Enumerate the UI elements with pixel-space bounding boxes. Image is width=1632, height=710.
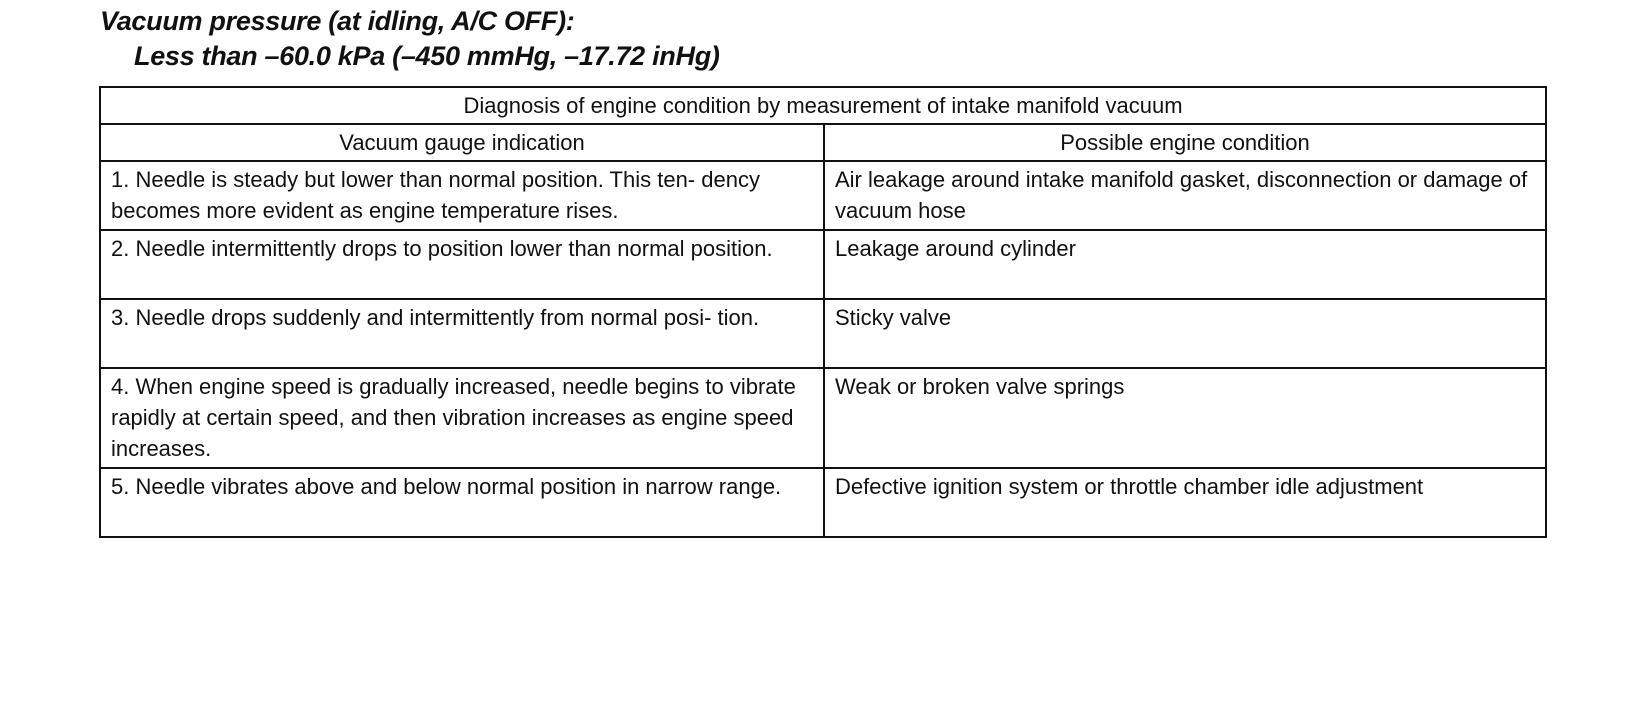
spec-heading: Vacuum pressure (at idling, A/C OFF): bbox=[100, 6, 575, 36]
header-possible-engine-condition: Possible engine condition bbox=[824, 124, 1546, 161]
indication-cell: 3. Needle drops suddenly and intermittently from normal posi- tion. bbox=[100, 299, 824, 368]
spec-value: Less than –60.0 kPa (–450 mmHg, –17.72 inHg) bbox=[134, 41, 720, 71]
header-vacuum-gauge-indication: Vacuum gauge indication bbox=[100, 124, 824, 161]
indication-cell: 4. When engine speed is gradually increased, needle begins to vibrate rapidly at certain speed, and then vibration increases as engine speed increases. bbox=[100, 368, 824, 468]
table-row bbox=[100, 299, 1546, 368]
table-row bbox=[100, 368, 1546, 468]
indication-cell: 1. Needle is steady but lower than normal position. This ten- dency becomes more evident as engine temperature rises. bbox=[100, 161, 824, 230]
table-row bbox=[100, 468, 1546, 537]
vacuum-pressure-spec bbox=[100, 4, 720, 74]
diagnosis-table bbox=[99, 86, 1547, 538]
table-header-row bbox=[100, 124, 1546, 161]
indication-cell: 2. Needle intermittently drops to position lower than normal position. bbox=[100, 230, 824, 299]
indication-cell: 5. Needle vibrates above and below normal position in narrow range. bbox=[100, 468, 824, 537]
table-row bbox=[100, 161, 1546, 230]
table-title: Diagnosis of engine condition by measurement of intake manifold vacuum bbox=[100, 87, 1546, 124]
condition-cell: Leakage around cylinder bbox=[824, 230, 1546, 299]
condition-cell: Defective ignition system or throttle chamber idle adjustment bbox=[824, 468, 1546, 537]
table-row bbox=[100, 230, 1546, 299]
condition-cell: Weak or broken valve springs bbox=[824, 368, 1546, 468]
condition-cell: Air leakage around intake manifold gasket, disconnection or damage of vacuum hose bbox=[824, 161, 1546, 230]
condition-cell: Sticky valve bbox=[824, 299, 1546, 368]
table-title-row bbox=[100, 87, 1546, 124]
